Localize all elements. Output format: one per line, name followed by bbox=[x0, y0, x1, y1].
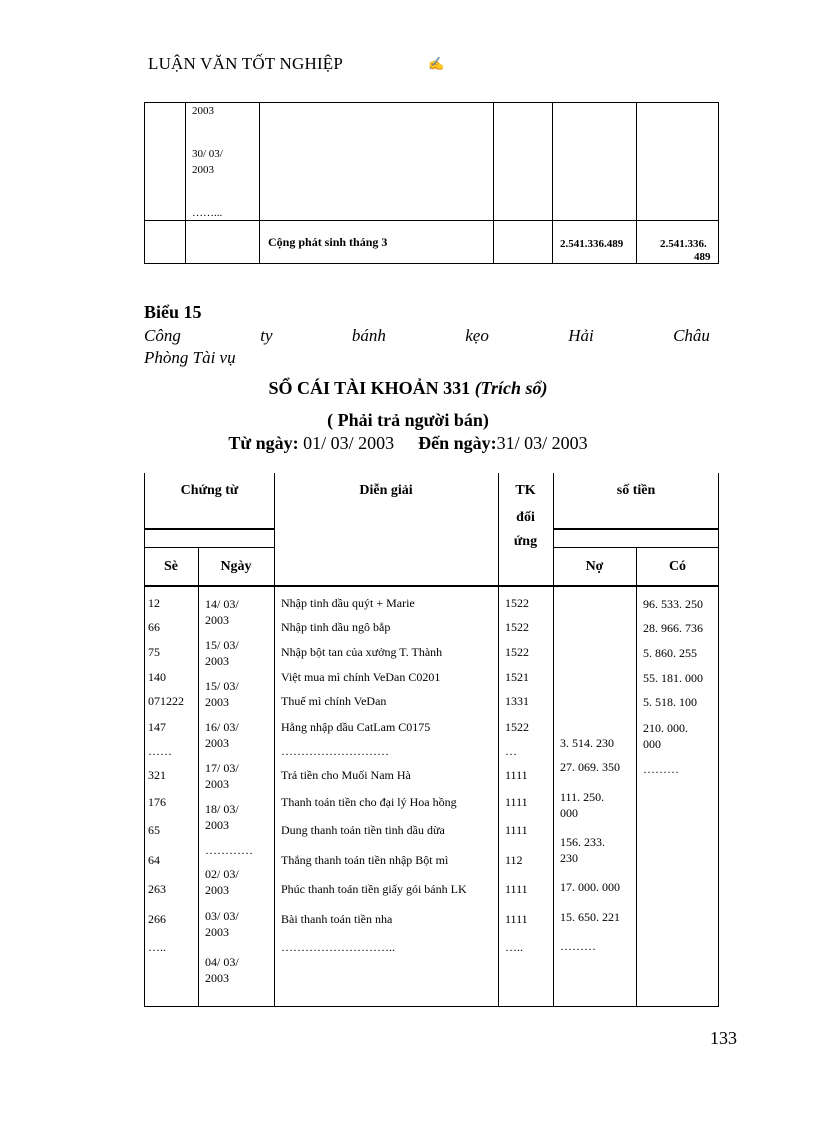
header-amount: số tiền bbox=[616, 483, 656, 498]
entry-description: Việt mua mì chính VeDan C0201 bbox=[281, 670, 441, 684]
counter-account: 1111 bbox=[505, 795, 528, 809]
entry-description: Thuế mì chính VeDan bbox=[281, 694, 387, 708]
total-credit-continued: 489 bbox=[694, 251, 711, 263]
voucher-number: 75 bbox=[148, 645, 160, 659]
debit-amount: 111. 250. 000 bbox=[560, 790, 605, 820]
counter-account: 1521 bbox=[505, 670, 529, 684]
header-debit: Nợ bbox=[585, 559, 604, 574]
entry-description: Hằng nhập dầu CatLam C0175 bbox=[281, 720, 431, 734]
voucher-date: 16/ 03/ 2003 bbox=[205, 720, 239, 750]
header-account: đối bbox=[516, 510, 535, 525]
company-name bbox=[144, 326, 710, 346]
top-table-date: 2003 bbox=[192, 105, 214, 117]
header-number: Sè bbox=[164, 559, 178, 574]
debit-amount: 17. 000. 000 bbox=[560, 880, 620, 894]
counter-account: 1522 bbox=[505, 720, 529, 734]
header-account: ứng bbox=[513, 534, 538, 549]
counter-account: 1111 bbox=[505, 912, 528, 926]
company-word: ty bbox=[260, 326, 273, 345]
voucher-number: ….. bbox=[148, 940, 166, 954]
counter-account: 1111 bbox=[505, 823, 528, 837]
company-word: Công bbox=[144, 326, 181, 345]
total-credit: 2.541.336. bbox=[660, 238, 707, 250]
from-date: 01/ 03/ 2003 bbox=[303, 433, 395, 453]
debit-amount: 15. 650. 221 bbox=[560, 910, 620, 924]
writing-hand-icon: ✍ bbox=[428, 56, 445, 71]
page-number: 133 bbox=[710, 1028, 737, 1048]
voucher-number: 147 bbox=[148, 720, 166, 734]
voucher-number: 66 bbox=[148, 620, 160, 634]
department-name: Phòng Tài vụ bbox=[144, 348, 236, 367]
entry-description: Thắng thanh toán tiền nhập Bột mì bbox=[281, 853, 449, 867]
counter-account: 112 bbox=[505, 853, 523, 867]
counter-account: 1522 bbox=[505, 645, 529, 659]
voucher-number: …… bbox=[148, 744, 172, 758]
voucher-number: 071222 bbox=[148, 694, 184, 708]
voucher-number: 12 bbox=[148, 596, 160, 610]
entry-description: Nhập tinh dầu quýt + Marie bbox=[281, 596, 415, 610]
voucher-number: 266 bbox=[148, 912, 166, 926]
company-word: Châu bbox=[673, 326, 710, 345]
credit-amount: 5. 518. 100 bbox=[643, 695, 697, 709]
voucher-number: 176 bbox=[148, 795, 166, 809]
entry-description: ……………………….. bbox=[281, 940, 395, 954]
counter-account: 1522 bbox=[505, 620, 529, 634]
voucher-date: 15/ 03/ 2003 bbox=[205, 638, 239, 668]
voucher-number: 321 bbox=[148, 768, 166, 782]
voucher-number: 65 bbox=[148, 823, 160, 837]
company-word: bánh bbox=[351, 326, 386, 345]
counter-account: ….. bbox=[505, 940, 523, 954]
voucher-date: ………… bbox=[205, 843, 253, 857]
voucher-date: 04/ 03/ 2003 bbox=[205, 955, 239, 985]
voucher-number: 140 bbox=[148, 670, 166, 684]
counter-account: 1111 bbox=[505, 882, 528, 896]
voucher-number: 64 bbox=[148, 853, 160, 867]
voucher-date: 03/ 03/ 2003 bbox=[205, 909, 239, 939]
debit-amount: ……… bbox=[560, 939, 596, 953]
header-date: Ngày bbox=[220, 559, 252, 574]
debit-amount: 27. 069. 350 bbox=[560, 760, 620, 774]
total-debit: 2.541.336.489 bbox=[560, 238, 624, 250]
from-label: Từ ngày: bbox=[228, 433, 304, 453]
counter-account: … bbox=[505, 744, 517, 758]
ledger-period bbox=[0, 433, 816, 454]
credit-amount: 5. 860. 255 bbox=[643, 646, 697, 660]
total-label: Cộng phát sinh tháng 3 bbox=[268, 235, 388, 249]
top-table-date: 30/ 03/ bbox=[192, 148, 223, 160]
document-header-title: LUẬN VĂN TỐT NGHIỆP bbox=[148, 54, 344, 73]
ledger-title-main: SỔ CÁI TÀI KHOẢN 331 bbox=[268, 378, 475, 398]
voucher-date: 14/ 03/ 2003 bbox=[205, 597, 239, 627]
credit-amount: 96. 533. 250 bbox=[643, 597, 703, 611]
header-credit: Có bbox=[668, 559, 687, 574]
top-table-ellipsis: ……... bbox=[192, 207, 223, 219]
entry-description: Nhập tinh dầu ngô bắp bbox=[281, 620, 391, 634]
counter-account: 1331 bbox=[505, 694, 529, 708]
entry-description: ……………………… bbox=[281, 744, 389, 758]
debit-amount: 156. 233. 230 bbox=[560, 835, 605, 865]
entry-description: Thanh toán tiền cho đại lý Hoa hồng bbox=[281, 795, 457, 809]
ledger-title-note: (Trích sổ) bbox=[474, 378, 548, 398]
ledger-subtitle: ( Phải trả người bán) bbox=[327, 410, 489, 430]
voucher-number: 263 bbox=[148, 882, 166, 896]
entry-description: Nhập bột tan của xưởng T. Thành bbox=[281, 645, 443, 659]
section-label: Biểu 15 bbox=[144, 302, 202, 322]
debit-amount: 3. 514. 230 bbox=[560, 736, 614, 750]
header-voucher: Chứng từ bbox=[180, 483, 239, 498]
voucher-date: 18/ 03/ 2003 bbox=[205, 802, 239, 832]
voucher-date: 15/ 03/ 2003 bbox=[205, 679, 239, 709]
company-word: Hải bbox=[568, 326, 594, 345]
top-table-date: 2003 bbox=[192, 164, 214, 176]
voucher-date: 17/ 03/ 2003 bbox=[205, 761, 239, 791]
entry-description: Bài thanh toán tiền nha bbox=[281, 912, 393, 926]
counter-account: 1111 bbox=[505, 768, 528, 782]
entry-description: Phúc thanh toán tiền giấy gói bánh LK bbox=[281, 882, 467, 896]
credit-amount: 55. 181. 000 bbox=[643, 671, 703, 685]
to-date: 31/ 03/ 2003 bbox=[496, 433, 588, 453]
header-account: TK bbox=[515, 483, 536, 498]
company-word: kẹo bbox=[465, 326, 489, 345]
credit-amount: 210. 000. 000 bbox=[643, 721, 688, 751]
voucher-date: 02/ 03/ 2003 bbox=[205, 867, 239, 897]
credit-amount: ……… bbox=[643, 762, 679, 776]
counter-account: 1522 bbox=[505, 596, 529, 610]
ledger-title bbox=[0, 378, 816, 399]
header-description: Diễn giải bbox=[359, 483, 413, 498]
credit-amount: 28. 966. 736 bbox=[643, 621, 703, 635]
to-label: Đến ngày: bbox=[418, 433, 497, 453]
entry-description: Trả tiền cho Muối Nam Hà bbox=[281, 768, 411, 782]
entry-description: Dung thanh toán tiền tinh dầu dừa bbox=[281, 823, 445, 837]
